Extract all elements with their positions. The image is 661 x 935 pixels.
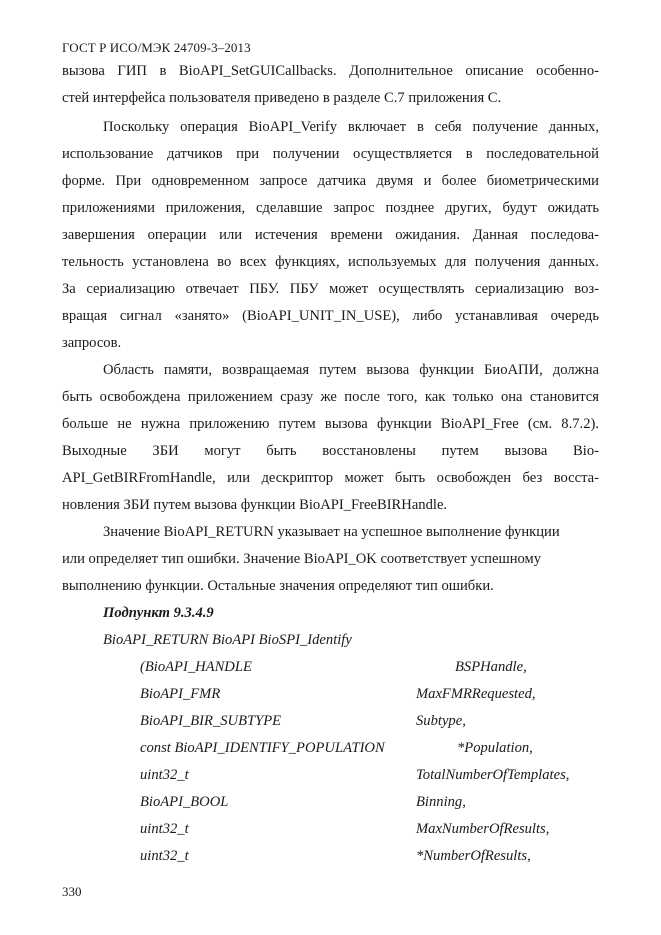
text-line: API_GetBIRFromHandle, или дескриптор может быть освобожден без восста- (62, 470, 599, 486)
param-type: BioAPI_BOOL (140, 794, 229, 810)
text-line: Поскольку операция BioAPI_Verify включает в себя получение данных, (103, 119, 599, 135)
param-name: MaxFMRRequested, (416, 686, 536, 702)
page-number: 330 (62, 884, 82, 899)
param-name: Subtype, (416, 713, 466, 729)
function-signature: BioAPI_RETURN BioAPI BioSPI_Identify (103, 632, 352, 648)
param-type: const BioAPI_IDENTIFY_POPULATION (140, 740, 385, 756)
text-line: Значение BioAPI_RETURN указывает на успешное выполнение функции (103, 524, 560, 540)
text-line: вращая сигнал «занято» (BioAPI_UNIT_IN_USE), либо устанавливая очередь (62, 308, 599, 324)
param-type: uint32_t (140, 767, 189, 783)
text-line: вызова ГИП в BioAPI_SetGUICallbacks. Дополнительное описание особеннo- (62, 63, 599, 79)
text-line: использование датчиков при получении осуществляется в последовательной (62, 146, 599, 162)
text-line: Область памяти, возвращаемая путем вызова функции БиоАПИ, должна (103, 362, 599, 378)
param-name: Binning, (416, 794, 466, 810)
text-line: форме. При одновременном запросе датчика двумя и более биометрическими (62, 173, 599, 189)
text-line: быть освобождена приложением сразу же после того, как только она становится (62, 389, 599, 405)
param-type: BioAPI_BIR_SUBTYPE (140, 713, 282, 729)
text-line: тельность установлена во всех функциях, используемых для получения данных. (62, 254, 599, 270)
param-name: TotalNumberOfTemplates, (416, 767, 570, 783)
param-name: BSPHandle, (455, 659, 527, 675)
param-type: uint32_t (140, 848, 189, 864)
document-header: ГОСТ Р ИСО/МЭК 24709-3–2013 (62, 40, 251, 55)
text-line: За сериализацию отвечает ПБУ. ПБУ может осуществлять сериализацию воз- (62, 281, 599, 297)
text-line: выполнению функции. Остальные значения определяют тип ошибки. (62, 578, 494, 594)
text-line: стей интерфейса пользователя приведено в разделе С.7 приложения С. (62, 90, 502, 106)
text-line: запросов. (62, 335, 122, 351)
param-type: BioAPI_FMR (140, 686, 221, 702)
subsection-heading: Подпункт 9.3.4.9 (103, 605, 214, 621)
text-line: приложениями приложения, сделавшие запрос позднее других, будут ожидать (62, 200, 599, 216)
param-name: *NumberOfResults, (416, 848, 531, 864)
text-line: больше не нужна приложению путем вызова функции BioAPI_Free (см. 8.7.2). (62, 416, 599, 432)
text-line: Выходные ЗБИ могут быть восстановлены путем вызова Bio- (62, 443, 599, 459)
param-name: MaxNumberOfResults, (416, 821, 550, 837)
text-line: завершения операции или истечения времени ожидания. Данная последова- (62, 227, 599, 243)
param-type: uint32_t (140, 821, 189, 837)
param-name: *Population, (457, 740, 533, 756)
text-line: или определяет тип ошибки. Значение BioAPI_OK соответствует успешному (62, 551, 542, 567)
text-line: новления ЗБИ путем вызова функции BioAPI_FreeBIRHandle. (62, 497, 448, 513)
param-type: (BioAPI_HANDLE (140, 659, 252, 675)
